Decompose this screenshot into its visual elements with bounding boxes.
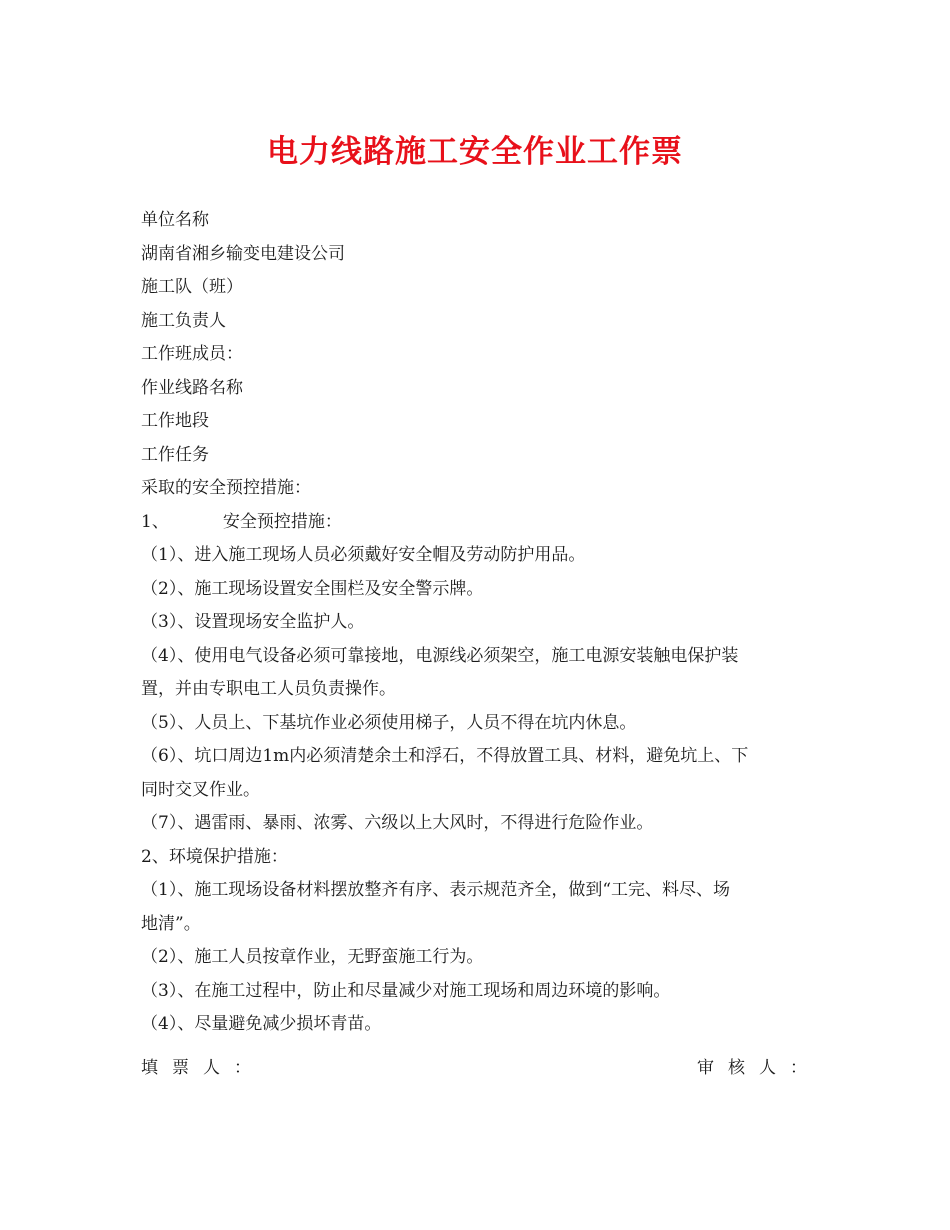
section2-item: （3）、在施工过程中，防止和尽量减少对施工现场和周边环境的影响。	[141, 980, 671, 1001]
document-title: 电力线路施工安全作业工作票	[267, 134, 683, 170]
section2-item: （1）、施工现场设备材料摆放整齐有序、表示规范齐全，做到“工完、料尽、场	[141, 880, 731, 900]
section1-item: （1）、进入施工现场人员必须戴好安全帽及劳动防护用品。	[141, 545, 586, 565]
reviewer-label: 审核人：	[697, 1058, 821, 1078]
filler-label: 填票人：	[141, 1058, 265, 1078]
section1-item: （7）、遇雷雨、暴雨、浓雾、六级以上大风时，不得进行危险作业。	[141, 813, 654, 833]
section1-item: （6）、坑口周边1m内必须清楚余土和浮石，不得放置工具、材料，避免坑上、下	[141, 746, 749, 766]
field-team: 施工队（班）	[141, 277, 243, 297]
field-company: 湖南省湘乡输变电建设公司	[141, 243, 345, 264]
section1-item: （2）、施工现场设置安全围栏及安全警示牌。	[141, 578, 484, 599]
field-unit-name: 单位名称	[141, 210, 209, 230]
section2-item: （2）、施工人员按章作业，无野蛮施工行为。	[141, 947, 484, 967]
field-line-name: 作业线路名称	[141, 377, 243, 398]
field-members: 工作班成员：	[141, 344, 243, 364]
section1-item-cont: 同时交叉作业。	[141, 779, 260, 800]
section1-heading	[141, 506, 821, 540]
section2-item-cont: 地清”。	[141, 913, 201, 934]
section1-item: （3）、设置现场安全监护人。	[141, 612, 365, 632]
section2-item: （4）、尽量避免减少损坏青苗。	[141, 1014, 382, 1034]
field-section: 工作地段	[141, 411, 209, 431]
section1-title: 安全预控措施：	[222, 511, 342, 532]
section1-item: （4）、使用电气设备必须可靠接地，电源线必须架空，施工电源安装触电保护装	[141, 645, 739, 666]
signature-row	[141, 1053, 821, 1083]
document-body	[141, 204, 821, 1042]
field-measures: 采取的安全预控措施：	[141, 478, 311, 498]
section1-item: （5）、人员上、下基坑作业必须使用梯子，人员不得在坑内休息。	[141, 712, 637, 733]
section1-item-cont: 置，并由专职电工人员负责操作。	[141, 679, 396, 699]
section1-number: 1、	[141, 511, 169, 532]
field-task: 工作任务	[141, 444, 209, 465]
field-leader: 施工负责人	[141, 310, 226, 331]
section2-heading: 2、环境保护措施：	[141, 846, 288, 867]
